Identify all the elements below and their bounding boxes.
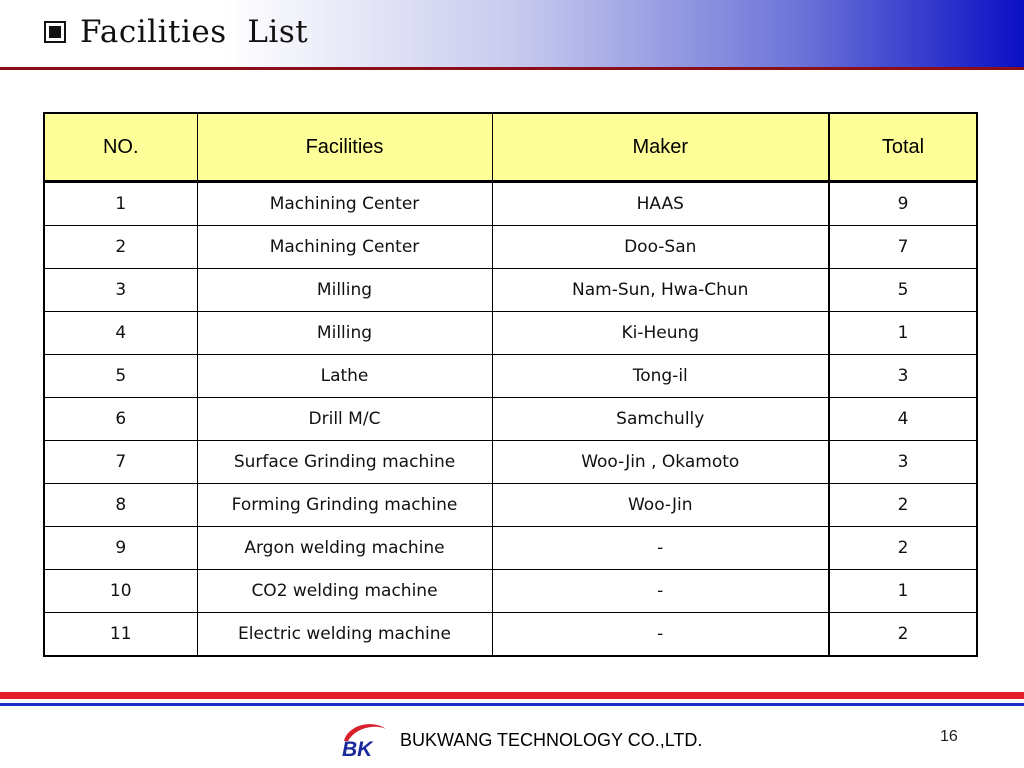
cell-total: 9: [829, 182, 977, 226]
cell-maker: -: [492, 570, 829, 613]
square-bullet-icon: [44, 21, 66, 43]
cell-total: 5: [829, 269, 977, 312]
cell-facility: Forming Grinding machine: [197, 484, 492, 527]
table-header-row: [44, 113, 977, 182]
column-header-total: Total: [829, 113, 977, 182]
cell-no: 3: [44, 269, 197, 312]
cell-maker: Ki-Heung: [492, 312, 829, 355]
table-row: [44, 527, 977, 570]
cell-no: 4: [44, 312, 197, 355]
cell-no: 7: [44, 441, 197, 484]
cell-maker: Samchully: [492, 398, 829, 441]
cell-no: 1: [44, 182, 197, 226]
cell-maker: HAAS: [492, 182, 829, 226]
cell-facility: Surface Grinding machine: [197, 441, 492, 484]
cell-total: 7: [829, 226, 977, 269]
logo-text: BK: [342, 738, 373, 761]
table-row: [44, 182, 977, 226]
cell-no: 11: [44, 613, 197, 657]
cell-maker: Tong-il: [492, 355, 829, 398]
column-header-maker: Maker: [492, 113, 829, 182]
cell-facility: Argon welding machine: [197, 527, 492, 570]
cell-no: 5: [44, 355, 197, 398]
company-logo: [338, 719, 392, 761]
cell-maker: -: [492, 527, 829, 570]
cell-maker: Nam-Sun, Hwa-Chun: [492, 269, 829, 312]
page-title: [44, 10, 308, 54]
cell-no: 9: [44, 527, 197, 570]
cell-facility: Machining Center: [197, 182, 492, 226]
page-number: 16: [940, 728, 958, 745]
table-body: [44, 182, 977, 657]
cell-total: 3: [829, 441, 977, 484]
company-name: BUKWANG TECHNOLOGY CO.,LTD.: [400, 730, 703, 750]
column-header-no: NO.: [44, 113, 197, 182]
cell-maker: Doo-San: [492, 226, 829, 269]
cell-no: 2: [44, 226, 197, 269]
cell-total: 2: [829, 484, 977, 527]
table-row: [44, 613, 977, 657]
cell-facility: Machining Center: [197, 226, 492, 269]
table-row: [44, 269, 977, 312]
cell-facility: Lathe: [197, 355, 492, 398]
footer-blue-bar: [0, 703, 1024, 706]
column-header-facilities: Facilities: [197, 113, 492, 182]
cell-no: 6: [44, 398, 197, 441]
cell-total: 1: [829, 570, 977, 613]
cell-facility: Milling: [197, 312, 492, 355]
table-row: [44, 484, 977, 527]
title-divider: [0, 67, 1024, 70]
footer-red-bar: [0, 692, 1024, 699]
table-row: [44, 441, 977, 484]
table-row: [44, 570, 977, 613]
cell-no: 10: [44, 570, 197, 613]
cell-total: 3: [829, 355, 977, 398]
cell-maker: Woo-Jin: [492, 484, 829, 527]
cell-facility: Milling: [197, 269, 492, 312]
table-row: [44, 355, 977, 398]
cell-facility: Drill M/C: [197, 398, 492, 441]
cell-total: 1: [829, 312, 977, 355]
table-row: [44, 398, 977, 441]
cell-no: 8: [44, 484, 197, 527]
table-row: [44, 226, 977, 269]
cell-total: 4: [829, 398, 977, 441]
cell-facility: Electric welding machine: [197, 613, 492, 657]
facilities-table: [43, 112, 978, 657]
cell-facility: CO2 welding machine: [197, 570, 492, 613]
cell-total: 2: [829, 613, 977, 657]
table-row: [44, 312, 977, 355]
cell-maker: -: [492, 613, 829, 657]
cell-total: 2: [829, 527, 977, 570]
cell-maker: Woo-Jin , Okamoto: [492, 441, 829, 484]
page-title-text: Facilities List: [80, 14, 309, 50]
